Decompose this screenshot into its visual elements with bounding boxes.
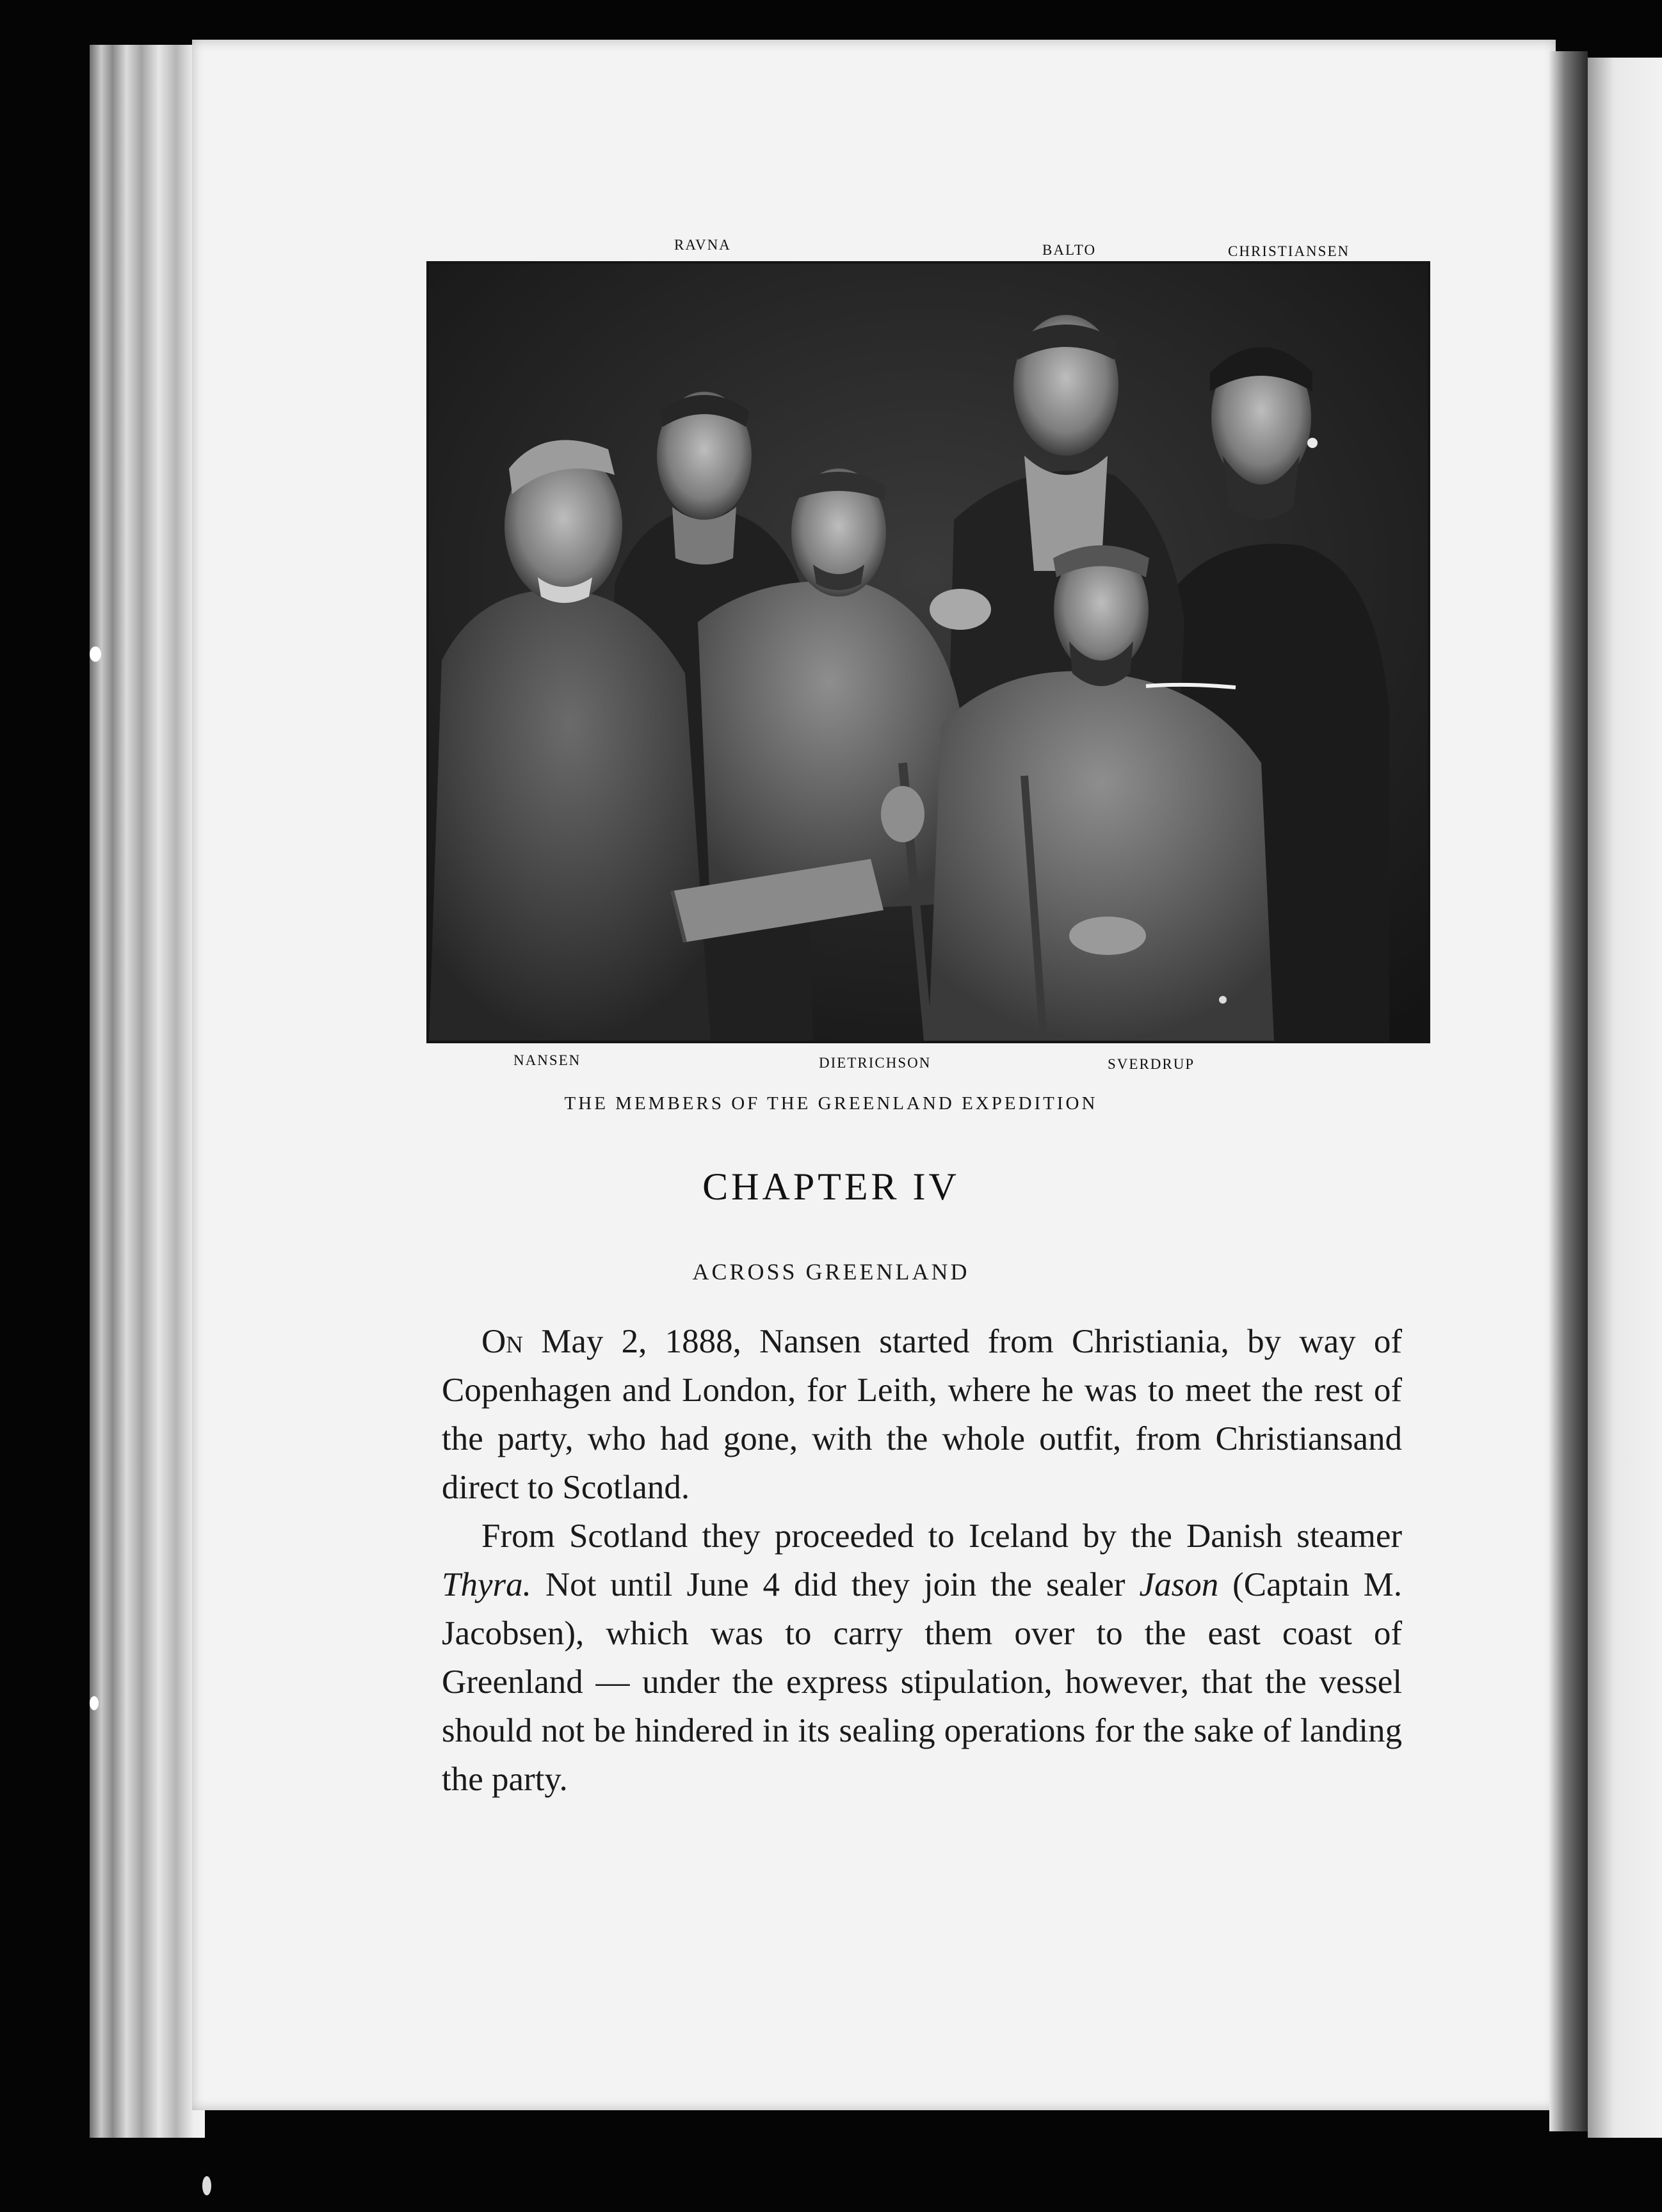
paragraph-1-text: May 2, 1888, Nansen started from Christiania, by way of Copenhagen and London, for Leith, where he was to meet the rest of the party, who had gone, with the whole outfit, from Christiansand direct to Scotland. — [442, 1323, 1402, 1506]
plate-label-dietrichson: DIETRICHSON — [819, 1055, 932, 1071]
plate-label-sverdrup: SVERDRUP — [1108, 1056, 1195, 1072]
scan-speck — [202, 2176, 211, 2195]
paragraph-2 — [442, 1512, 1402, 1804]
plate-label-balto: BALTO — [1042, 242, 1097, 258]
plate-label-ravna: RAVNA — [674, 237, 731, 253]
plate-caption: THE MEMBERS OF THE GREENLAND EXPEDITION — [564, 1093, 1098, 1114]
chapter-title: CHAPTER IV — [702, 1166, 960, 1208]
scan-speck — [90, 646, 101, 662]
expedition-photograph — [426, 261, 1430, 1043]
plate-label-nansen: NANSEN — [513, 1052, 581, 1068]
ship-name-jason: Jason — [1139, 1566, 1219, 1603]
ship-name-thyra: Thyra. — [442, 1566, 531, 1603]
paragraph-1-lead: On — [481, 1323, 523, 1360]
book-page-edges — [90, 45, 205, 2138]
book-gutter — [1549, 51, 1588, 2131]
paragraph-1 — [442, 1317, 1402, 1512]
paragraph-2-text-b: Not until June 4 did they join the sealer — [531, 1566, 1140, 1603]
scan-speck — [90, 1696, 99, 1710]
plate-label-christiansen: CHRISTIANSEN — [1228, 243, 1350, 259]
photograph-image — [429, 264, 1428, 1041]
chapter-subtitle: ACROSS GREENLAND — [692, 1259, 970, 1285]
paragraph-2-text-a: From Scotland they proceeded to Iceland by the Danish steamer — [481, 1518, 1402, 1555]
chapter-body — [442, 1317, 1402, 1804]
paragraph-2-text-c: (Captain M. Jacobsen), which was to carry them over to the east coast of Greenland — under the express stipulation, however, that the vessel should not be hindered in its sealing operations for the sake of landing the party. — [442, 1566, 1402, 1798]
